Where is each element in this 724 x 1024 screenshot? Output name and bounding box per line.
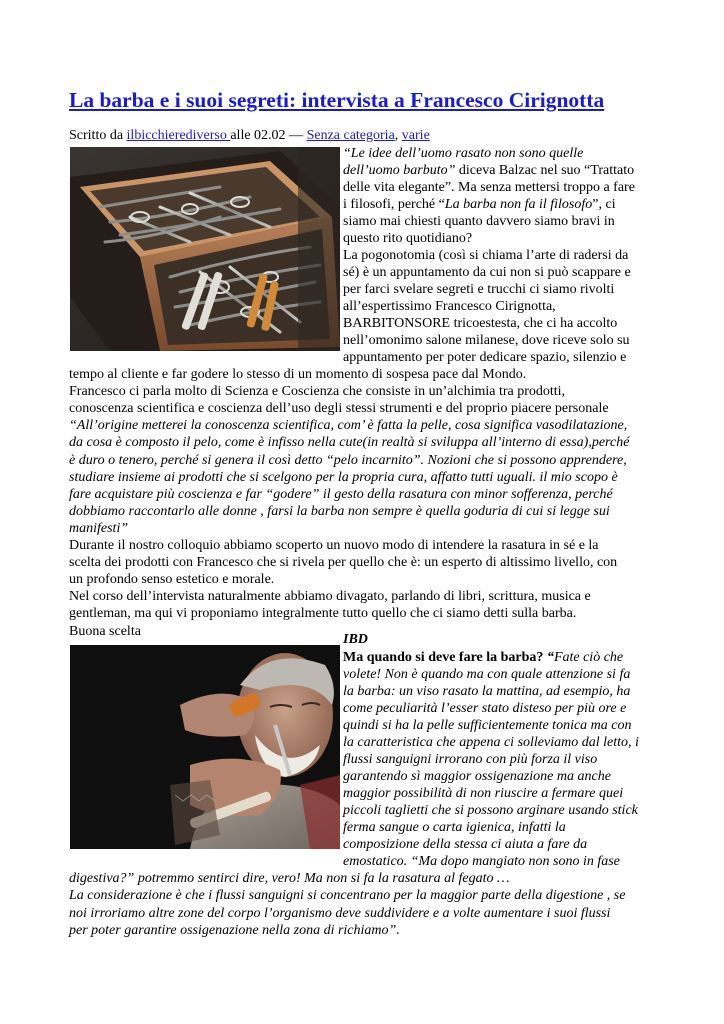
text-line [343, 666, 630, 683]
text-run: siamo mai chiesti quanto davvero siamo bravi in [343, 214, 615, 229]
text-line [69, 503, 610, 520]
text-line [69, 417, 627, 434]
text-run: per poter garantire ossigenazione nella zona di richiamo”. [69, 922, 400, 938]
text-line [343, 717, 632, 734]
byline-separator: , [394, 128, 402, 143]
text-run: appuntamento per poter dedicare spazio, silenzio e [343, 350, 627, 365]
text-run: La barba non fa il filosofo [444, 197, 593, 212]
text-run: come peculiarità l’esser stato disteso per più ore e [343, 701, 627, 716]
text-line [343, 281, 614, 298]
text-line [343, 264, 631, 281]
text-run: Durante il nostro colloquio abbiamo scoperto un nuovo modo di intendere la rasatura in sé e la [69, 538, 599, 553]
text-line [69, 588, 591, 605]
text-line [343, 179, 635, 196]
man-shaving-photo [70, 645, 340, 849]
text-line [69, 887, 625, 904]
quote-mark: “ [546, 650, 554, 665]
text-line [343, 802, 638, 819]
text-run: la caratteristica che appena ci solleviamo dal letto, i [343, 735, 639, 750]
text-line [69, 605, 576, 622]
text-run: questo rito quotidiano? [343, 231, 473, 246]
text-run: conoscenza scientifica e coscienza dell’uso degli stessi strumenti e del proprio piacere personale [69, 401, 609, 417]
byline-time: alle 02.02 — [230, 128, 307, 143]
text-run: garantendo sì maggior ossigenazione ma anche [343, 769, 611, 784]
text-run: La pogonotomia (così si chiama l’arte di radersi da [343, 248, 629, 263]
text-line [69, 870, 509, 887]
text-line [343, 683, 630, 700]
text-run: la barba: un viso rasato la mattina, ad esempio, ha [343, 684, 631, 699]
text-line [69, 922, 400, 939]
text-run: Fate ciò che [553, 650, 624, 665]
text-run: gentleman, ma qui vi proponiamo integralmente tutto quello che ci siamo detti sulla barba. [69, 606, 577, 622]
text-run: La considerazione è che i flussi sanguigni si concentrano per la maggior parte della digestione , se [69, 888, 626, 904]
text-run: ferma sangue o carta igienica, infatti la [343, 820, 566, 835]
text-line [343, 751, 597, 768]
text-line [69, 434, 629, 451]
text-run: dell’uomo barbuto” [343, 163, 456, 178]
text-run: all’espertissimo Francesco Cirignotta, [343, 299, 556, 314]
text-run: quindi si ha la pelle sufficientemente tonica ma con [343, 718, 632, 733]
text-run: è duro o tenero, perché si genera il così detto “pelo incarnito”. Nozioni che si possono apprendere, [69, 452, 627, 468]
text-line [69, 366, 526, 383]
text-line [69, 452, 627, 469]
text-run: Nel corso dell’intervista naturalmente abbiamo divagato, parlando di libri, scrittura, musica e [69, 589, 591, 605]
text-run: diceva Balzac nel suo “Trattato [455, 163, 635, 178]
text-line [69, 571, 274, 588]
text-run: nell’omonimo salone milanese, dove riceve solo su [343, 333, 630, 348]
text-run: Ma quando si deve fare la barba? [343, 650, 547, 665]
text-line [343, 315, 617, 332]
text-line [343, 213, 615, 230]
text-line [69, 554, 617, 571]
text-run: piccoli taglietti che si possono arginare usando stick [343, 803, 638, 818]
interviewer-label: IBD [343, 632, 368, 647]
category-link-senza-categoria[interactable]: Senza categoria [306, 128, 395, 143]
text-line [343, 785, 623, 802]
text-line [69, 469, 618, 486]
text-line [69, 623, 141, 640]
text-run: Buona scelta [69, 623, 141, 639]
text-line [343, 332, 630, 349]
text-run: dobbiamo raccontarlo alle donne , farsi la barba non sempre è quella goduria di cui si legge sui [69, 503, 610, 519]
text-run: emostatico. “Ma dopo mangiato non sono in fase [343, 854, 620, 869]
text-line [343, 819, 566, 836]
text-run: composizione della stessa ci aiuta a fare da [343, 837, 588, 852]
text-line [343, 700, 626, 717]
text-line [343, 768, 611, 785]
text-line [69, 486, 613, 503]
text-run: volete! Non è quando ma con quale attenzione si fa [343, 667, 631, 682]
byline-prefix: Scritto da [69, 128, 127, 143]
text-run: i filosofi, perché “ [343, 197, 445, 212]
text-run: “All’origine metterei la conoscenza scientifica, com’ è fatta la pelle, cosa significa vasodilatazione, [69, 418, 628, 434]
text-line [343, 298, 556, 315]
text-line [343, 853, 620, 870]
text-run: digestiva?” potremmo sentirci dire, vero! Ma non si fa la rasatura al fegato … [69, 871, 510, 886]
text-line [69, 520, 128, 537]
text-run: fare acquistare più coscienza e far “godere” il gesto della rasatura con minor sofferenza, perché [69, 486, 613, 502]
text-run: per farci svelare segreti e trucchi ci siamo rivolti [343, 282, 615, 297]
text-run: un profondo senso estetico e morale. [69, 572, 275, 588]
text-run: da cosa è composto il pelo, come è infisso nella cute(in realtà si sviluppa all’interno di essa),perché [69, 435, 630, 451]
text-line [69, 400, 609, 417]
text-line [343, 196, 616, 213]
text-run: flussi sanguigni irrorano con più forza il viso [343, 752, 598, 767]
text-run: ”, ci [592, 197, 616, 212]
category-link-varie[interactable]: varie [401, 128, 430, 143]
text-line [69, 537, 599, 554]
author-link[interactable]: ilbicchierediverso [126, 128, 231, 143]
text-line [343, 145, 583, 162]
text-run: delle vita elegante”. Ma senza mettersi troppo a fare [343, 180, 635, 195]
text-run: noi irroriamo altre zone del corpo l’organismo deve suddividere e a volte aumentare i suoi flussi [69, 905, 611, 921]
text-run: maggior possibilità di non riuscire a fermare quei [343, 786, 624, 801]
text-line [343, 162, 634, 179]
text-run: Francesco ci parla molto di Scienza e Coscienza che consiste in un’alchimia tra prodotti, [69, 384, 566, 400]
text-line [343, 349, 626, 366]
razor-drawer-photo [70, 147, 340, 351]
text-line [343, 247, 628, 264]
text-line [343, 649, 623, 666]
article-title[interactable]: La barba e i suoi segreti: intervista a Francesco Cirignotta [69, 88, 605, 112]
text-run: manifesti” [69, 520, 129, 536]
text-run: tempo al cliente e far godere lo stesso di un momento di sospesa pace dal Mondo. [69, 367, 527, 382]
byline [69, 127, 430, 145]
text-line [343, 734, 639, 751]
text-line [343, 230, 472, 247]
text-run: BARBITONSORE tricoestesta, che ci ha accolto [343, 316, 618, 331]
text-run: scelta dei prodotti con Francesco che si rivela per quello che è: un esperto di altissimo livello, con [69, 555, 618, 571]
text-line [69, 905, 610, 922]
text-line [69, 383, 565, 400]
text-run [547, 650, 623, 665]
text-run: studiare insieme ai prodotti che si scelgono per la propria cura, affatto tutti uguali. il mio scopo è [69, 469, 618, 485]
text-run: “Le idee dell’uomo rasato non sono quelle [343, 146, 584, 161]
text-line [343, 836, 587, 853]
text-run: sé) è un appuntamento da cui non si può scappare e [343, 265, 631, 280]
